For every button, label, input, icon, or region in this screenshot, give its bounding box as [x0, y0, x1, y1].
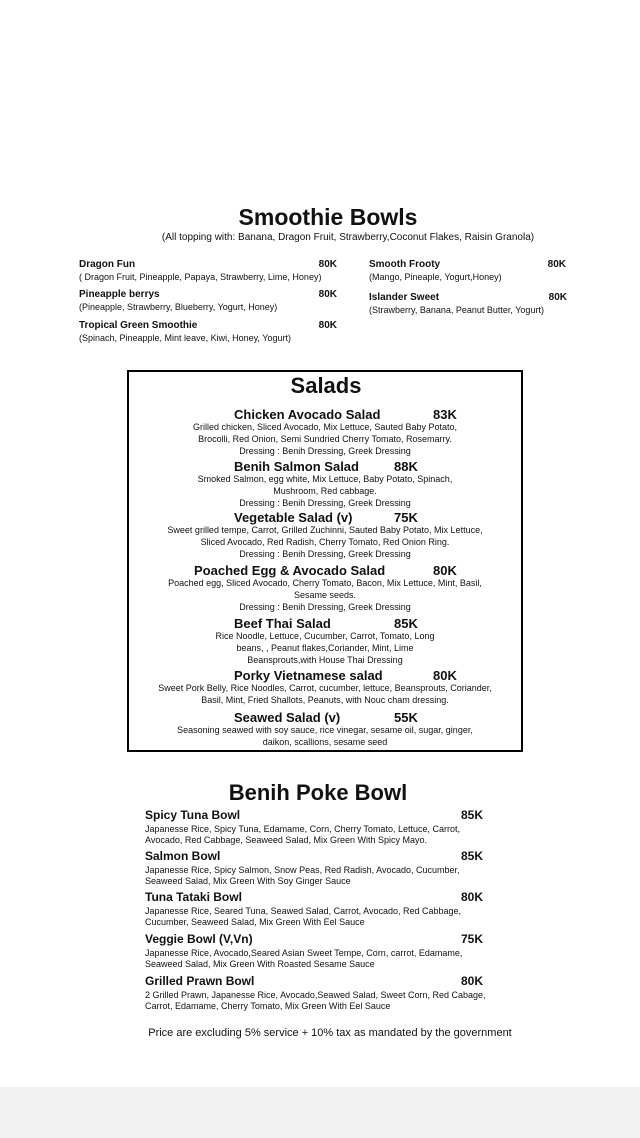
poke-item: [145, 808, 490, 846]
salad-item-name: Beef Thai Salad: [234, 616, 331, 631]
salad-item-price: 55K: [394, 710, 418, 725]
salad-item: [127, 616, 523, 666]
salad-item-desc: Poached egg, Sliced Avocado, Cherry Tomato, Bacon, Mix Lettuce, Mint, Basil, Sesame seeds.: [168, 578, 482, 600]
salad-item-desc: Smoked Salmon, egg white, Mix Lettuce, Baby Potato, Spinach, Mushroom, Red cabbage.: [197, 474, 453, 496]
poke-item-price: 75K: [461, 932, 484, 946]
smoothie-item: [79, 320, 337, 343]
salad-item-name: Seawed Salad (v): [234, 710, 341, 725]
smoothie-item-desc: ( Dragon Fruit, Pineapple, Papaya, Strawberry, Lime, Honey): [79, 272, 322, 282]
salad-item-dressing: Dressing : Benih Dressing, Greek Dressing: [239, 549, 411, 559]
salad-item-dressing: Dressing : Benih Dressing, Greek Dressing: [239, 602, 411, 612]
salad-item-name: Porky Vietnamese salad: [234, 668, 383, 683]
poke-item-name: Grilled Prawn Bowl: [145, 974, 255, 988]
salad-item-name: Chicken Avocado Salad: [234, 407, 381, 422]
poke-item: [145, 974, 490, 1012]
salad-item-price: 75K: [394, 510, 418, 525]
poke-section-title: Benih Poke Bowl: [228, 780, 408, 805]
smoothie-item-desc: (Strawberry, Banana, Peanut Butter, Yogurt): [369, 305, 544, 315]
smoothie-item: [369, 259, 566, 282]
page-bottom-band: [0, 1087, 640, 1138]
smoothie-item-name: Dragon Fun: [79, 259, 136, 270]
poke-item-name: Spicy Tuna Bowl: [145, 808, 241, 822]
salads-section-title: Salads: [290, 373, 362, 398]
poke-item-desc: Japanesse Rice, Seared Tuna, Seawed Salad, Carrot, Avocado, Red Cabbage, Cucumber, Seaweed Salad, Mix Green With Eel Sauce: [145, 906, 462, 927]
poke-item-desc: Japanesse Rice, Spicy Tuna, Edamame, Corn, Cherry Tomato, Lettuce, Carrot, Avocado, Red Cabbage, Seaweed Salad, Mix Green With Spicy Mayo.: [145, 824, 460, 845]
poke-item-price: 85K: [461, 849, 484, 863]
salad-item: [127, 459, 523, 509]
salad-item-price: 88K: [394, 459, 418, 474]
smoothie-item-desc: (Pineapple, Strawberry, Blueberry, Yogurt, Honey): [79, 302, 278, 312]
smoothie-item-price: 80K: [318, 320, 337, 331]
price-disclaimer: Price are excluding 5% service + 10% tax as mandated by the government: [148, 1027, 512, 1039]
salad-item-desc: Rice Noodle, Lettuce, Cucumber, Carrot, Tomato, Long beans, , Peanut flakes,Coriander, Mint, Lime Beansprouts,with House Thai Dressing: [215, 631, 435, 665]
smoothie-item-price: 80K: [318, 259, 337, 270]
smoothie-item-price: 80K: [548, 292, 567, 303]
poke-item: [145, 932, 490, 970]
salad-item-desc: Grilled chicken, Sliced Avocado, Mix Lettuce, Sauted Baby Potato, Brocolli, Red Onion, Semi Sundried Cherry Tomato, Rosemarry.: [193, 422, 457, 444]
poke-item-price: 85K: [461, 808, 484, 822]
smoothie-subtitle: (All topping with: Banana, Dragon Fruit, Strawberry,Coconut Flakes, Raisin Granola): [161, 232, 535, 243]
salad-item-name: Benih Salmon Salad: [234, 459, 359, 474]
salad-item-desc: Sweet grilled tempe, Carrot, Grilled Zuchinni, Sauted Baby Potato, Mix Lettuce, Sliced Avocado, Red Radish, Cherry Tomato, Red Onion Ring.: [167, 525, 483, 547]
poke-item-desc: Japanesse Rice, Spicy Salmon, Snow Peas, Red Radish, Avocado, Cucumber, Seaweed Salad, Mix Green With Soy Ginger Sauce: [145, 865, 460, 886]
smoothie-item-desc: (Mango, Pineaple, Yogurt,Honey): [369, 272, 502, 282]
salad-item-price: 80K: [433, 668, 457, 683]
salad-item: [127, 407, 523, 457]
poke-item-desc: 2 Grilled Prawn, Japanesse Rice, Avocado,Seawed Salad, Sweet Corn, Red Cabage, Carrot, Edamame, Cherry Tomato, Mix Green With Eel Sauce: [145, 990, 486, 1011]
salad-item-dressing: Dressing : Benih Dressing, Greek Dressing: [239, 446, 411, 456]
smoothie-item-name: Islander Sweet: [369, 292, 440, 303]
poke-item: [145, 849, 490, 887]
poke-item-name: Veggie Bowl (V,Vn): [145, 932, 253, 946]
salad-item-price: 83K: [433, 407, 457, 422]
smoothie-item-price: 80K: [547, 259, 566, 270]
smoothie-item-desc: (Spinach, Pineapple, Mint leave, Kiwi, Honey, Yogurt): [79, 333, 291, 343]
poke-item-name: Salmon Bowl: [145, 849, 221, 863]
smoothie-item: [79, 289, 337, 312]
poke-item-desc: Japanesse Rice, Avocado,Seared Asian Sweet Tempe, Corn, carrot, Edamame, Seaweed Salad, Mix Green With Roasted Sesame Sauce: [145, 948, 463, 969]
salad-item-desc: Sweet Pork Belly, Rice Noodles, Carrot, cucumber, lettuce, Beansprouts, Coriander, Basil, Mint, Fried Shallots, Peanuts, with Nouc cham dressing.: [158, 683, 492, 705]
salad-item: [127, 563, 523, 613]
salad-item-price: 80K: [433, 563, 457, 578]
smoothie-item: [79, 259, 337, 282]
salad-item-price: 85K: [394, 616, 418, 631]
salad-item: [127, 710, 523, 748]
salad-item: [127, 668, 523, 706]
poke-item-price: 80K: [461, 890, 484, 904]
salad-item-name: Poached Egg & Avocado Salad: [194, 563, 386, 578]
smoothie-item-price: 80K: [318, 289, 337, 300]
smoothie-item: [369, 292, 567, 315]
smoothie-item-name: Tropical Green Smoothie: [79, 320, 198, 331]
salad-item-dressing: Dressing : Benih Dressing, Greek Dressing: [239, 498, 411, 508]
poke-item-price: 80K: [461, 974, 484, 988]
salad-item-desc: Seasoning seawed with soy sauce, rice vinegar, sesame oil, sugar, ginger, daikon, scallions, sesame seed: [177, 725, 473, 747]
poke-item-name: Tuna Tataki Bowl: [145, 890, 242, 904]
salad-item: [127, 510, 523, 560]
smoothie-section-title: Smoothie Bowls: [238, 204, 418, 230]
smoothie-item-name: Pineapple berrys: [79, 289, 160, 300]
smoothie-item-name: Smooth Frooty: [369, 259, 441, 270]
poke-item: [145, 890, 490, 928]
salad-item-name: Vegetable Salad (v): [234, 510, 353, 525]
